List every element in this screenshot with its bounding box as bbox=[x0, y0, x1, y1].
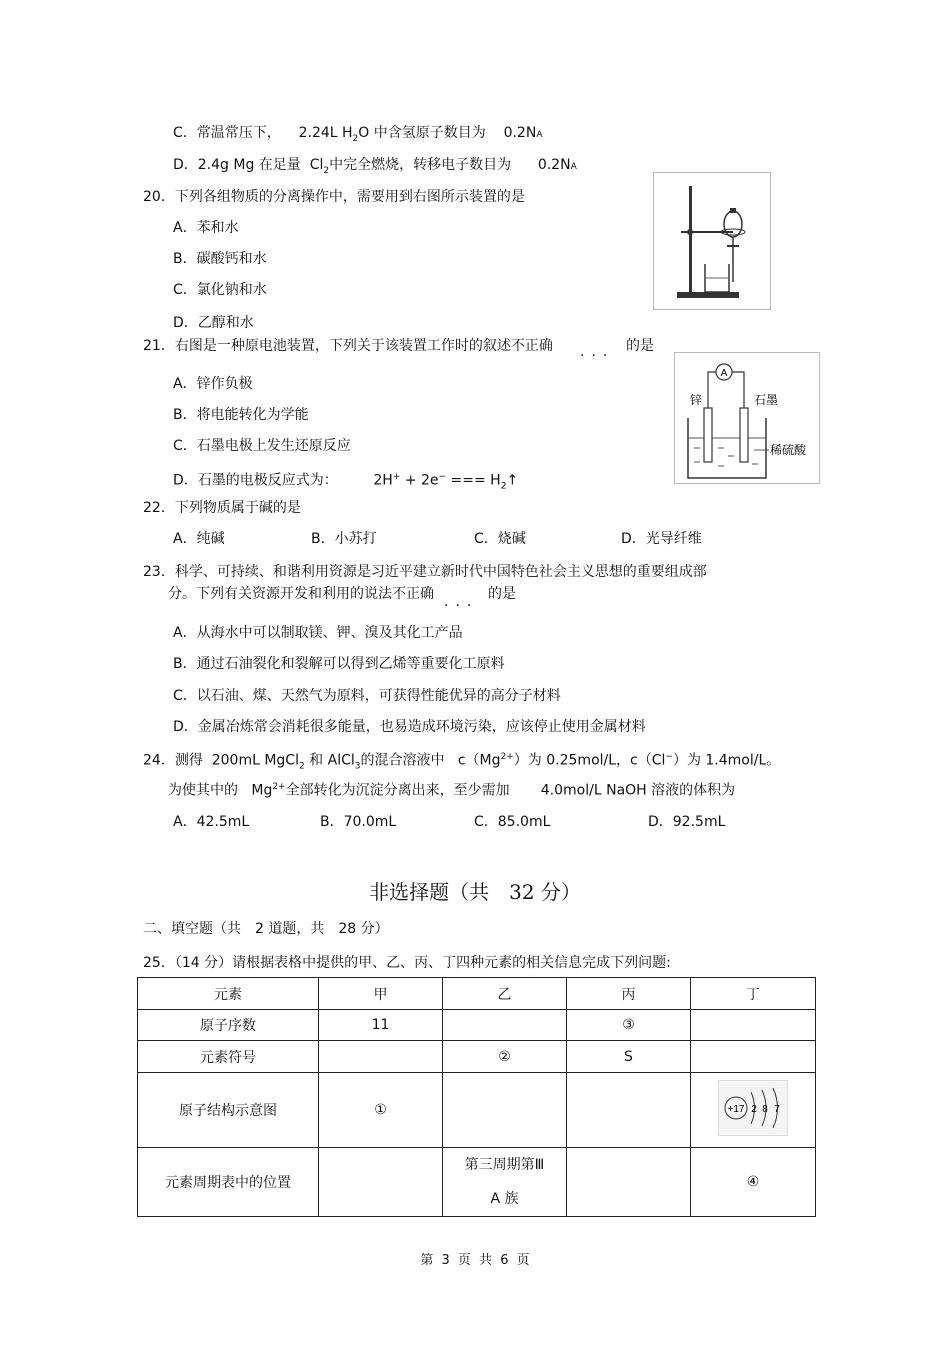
table-cell: ③ bbox=[567, 1010, 691, 1041]
q21-stem-end: 的是 bbox=[626, 338, 654, 354]
q23-option-b: B．通过石油裂化和裂解可以得到乙烯等重要化工原料 bbox=[173, 656, 505, 672]
q21-stem: 21．右图是一种原电池装置，下列关于该装置工作时的叙述不正确 bbox=[143, 338, 553, 354]
position-line-1: 第三周期第Ⅲ bbox=[464, 1157, 545, 1173]
table-cell bbox=[319, 1041, 443, 1073]
table-row bbox=[138, 1010, 816, 1041]
table-header-cell: 丁 bbox=[691, 978, 816, 1010]
table-cell: 元素符号 bbox=[138, 1041, 319, 1073]
q23-emphasis-dots: ... bbox=[444, 594, 479, 610]
q23-stem-end: 的是 bbox=[488, 586, 516, 602]
q25-stem: 25．（14 分）请根据表格中提供的甲、乙、丙、丁四种元素的相关信息完成下列问题: bbox=[143, 955, 671, 971]
table-cell bbox=[443, 1073, 567, 1148]
q22-option-d: D．光导纤维 bbox=[621, 531, 702, 547]
q20-stem: 20．下列各组物质的分离操作中，需要用到右图所示装置的是 bbox=[143, 189, 525, 205]
zinc-label: 锌 bbox=[690, 393, 703, 407]
q23-stem-line2: 分。下列有关资源开发和利用的说法不正确 bbox=[168, 586, 434, 602]
q22-option-a: A．纯碱 bbox=[173, 531, 225, 547]
q21-option-b: B．将电能转化为学能 bbox=[173, 407, 309, 423]
q24-stem-line2: 为使其中的 $Mg^{2+}$全部转化为沉淀分离出来，至少需加 4.0mol/L NaOH 溶液的体积为 bbox=[168, 782, 736, 799]
q24-stem-line1: 24．测得 200mL MgCl$_2$ 和 AlCl$_3$的混合溶液中 $c(Mg^{2+})$为 0.25mol/L，c（Cl−）为 1.4mol/L。 bbox=[143, 752, 781, 772]
separatory-funnel-figure bbox=[653, 172, 771, 310]
element-table bbox=[137, 977, 816, 1217]
q24-option-b: B．70.0mL bbox=[320, 814, 397, 830]
q24-option-c: C．85.0mL bbox=[474, 814, 551, 830]
q20-option-d: D．乙醇和水 bbox=[173, 315, 254, 331]
table-cell bbox=[691, 1010, 816, 1041]
table-cell: 原子序数 bbox=[138, 1010, 319, 1041]
acid-label: 稀硫酸 bbox=[770, 443, 807, 457]
part-two-heading: 二、填空题（共 2 道题，共 28 分） bbox=[143, 921, 389, 937]
nucleus-charge: +17 bbox=[727, 1104, 745, 1115]
q23-option-d: D．金属冶炼常会消耗很多能量，也易造成环境污染，应该停止使用金属材料 bbox=[173, 719, 646, 735]
page-footer: 第 3 页 共 6 页 bbox=[420, 1253, 530, 1268]
table-cell: 11 bbox=[319, 1010, 443, 1041]
q21-emphasis-dots: ... bbox=[580, 344, 615, 360]
q23-stem-line1: 23．科学、可持续、和谐利用资源是习近平建立新时代中国特色社会主义思想的重要组成部 bbox=[143, 564, 707, 580]
shell-3-count: 7 bbox=[774, 1104, 780, 1115]
q22-option-b: B．小苏打 bbox=[311, 531, 377, 547]
table-header-cell: 甲 bbox=[319, 978, 443, 1010]
table-cell bbox=[319, 1148, 443, 1217]
q21-option-a: A．锌作负极 bbox=[173, 376, 253, 392]
table-cell bbox=[443, 1010, 567, 1041]
chlorine-atom-diagram bbox=[718, 1080, 788, 1136]
table-row bbox=[138, 1148, 816, 1217]
table-cell: ① bbox=[319, 1073, 443, 1148]
table-row bbox=[138, 1073, 816, 1148]
table-cell bbox=[691, 1041, 816, 1073]
table-header-cell: 元素 bbox=[138, 978, 319, 1010]
table-cell bbox=[567, 1148, 691, 1217]
q20-option-c: C．氯化钠和水 bbox=[173, 282, 267, 298]
table-cell bbox=[443, 1148, 567, 1217]
q24-option-a: A．42.5mL bbox=[173, 814, 250, 830]
q24-option-d: D．92.5mL bbox=[648, 814, 726, 830]
shell-2-count: 8 bbox=[762, 1104, 768, 1115]
q21-option-c: C．石墨电极上发生还原反应 bbox=[173, 438, 351, 454]
q22-stem: 22．下列物质属于碱的是 bbox=[143, 500, 301, 516]
shell-1-count: 2 bbox=[751, 1104, 757, 1115]
q19-option-c: C．常温常压下， 2.24L $H_2O$ 中含氢原子数目为 0.2NA bbox=[173, 125, 543, 144]
graphite-label: 石墨 bbox=[754, 393, 779, 407]
table-cell: S bbox=[567, 1041, 691, 1073]
galvanic-cell-figure bbox=[674, 352, 820, 484]
position-line-2: A 族 bbox=[490, 1191, 519, 1207]
table-cell: 原子结构示意图 bbox=[138, 1073, 319, 1148]
q21-option-d: D．石墨的电极反应式为： 2H+ + 2e− === $H_2↑$ bbox=[173, 472, 519, 492]
table-header-cell: 乙 bbox=[443, 978, 567, 1010]
table-cell: ④ bbox=[691, 1148, 816, 1217]
table-row bbox=[138, 1041, 816, 1073]
table-cell bbox=[567, 1073, 691, 1148]
q23-option-c: C．以石油、煤、天然气为原料，可获得性能优异的高分子材料 bbox=[173, 688, 561, 704]
table-cell: 元素周期表中的位置 bbox=[138, 1148, 319, 1217]
table-cell bbox=[691, 1073, 816, 1148]
q19-option-d: D．2.4g Mg 在足量 $Cl_2$中完全燃烧，转移电子数目为 0.2NA bbox=[173, 157, 577, 176]
table-cell: ② bbox=[443, 1041, 567, 1073]
q20-option-a: A．苯和水 bbox=[173, 220, 239, 236]
q23-option-a: A．从海水中可以制取镁、钾、溴及其化工产品 bbox=[173, 625, 463, 641]
ammeter-label: A bbox=[720, 368, 728, 379]
table-header-row bbox=[138, 978, 816, 1010]
table-header-cell: 丙 bbox=[567, 978, 691, 1010]
q22-option-c: C．烧碱 bbox=[474, 531, 526, 547]
section-title: 非选择题（共 32 分） bbox=[369, 880, 581, 904]
q20-option-b: B．碳酸钙和水 bbox=[173, 251, 267, 267]
